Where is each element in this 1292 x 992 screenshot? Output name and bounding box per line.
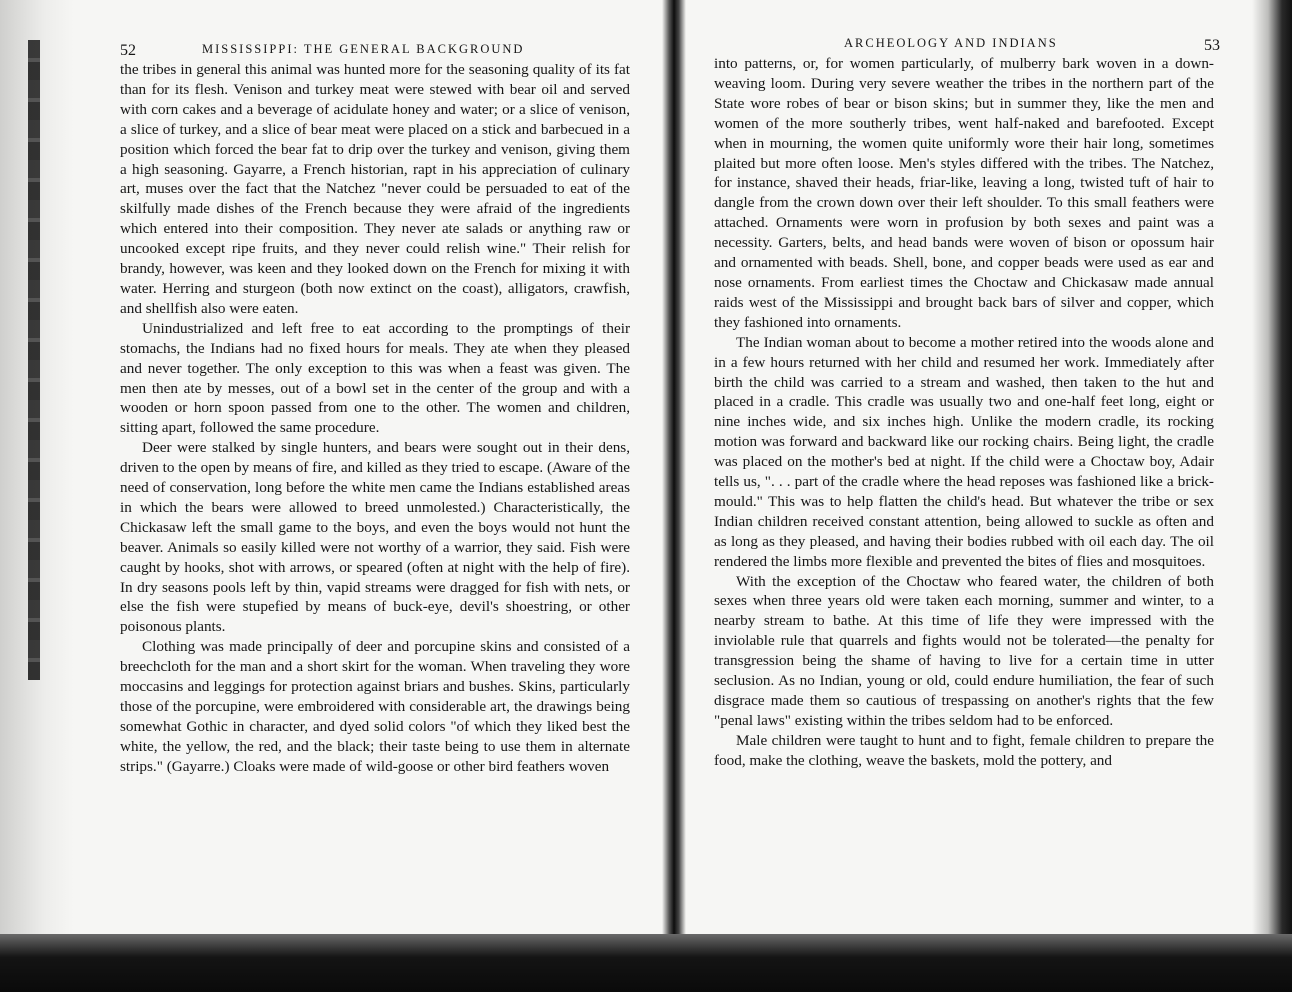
left-running-head [120,38,630,60]
right-paragraph-1: into patterns, or, for women particularly, of mulberry bark woven in a down-weaving loom. During very severe weather the tribes in the northern part of the State wore robes of bear or bison skins; but in summer they, like the men and women of the more southerly tribes, went half-naked and barefooted. Except when in mourning, the women quite uniformly wore their hair long, sometimes plaited but more often loose. Men's styles differed with the tribes. The Natchez, for instance, shaved their heads, friar-like, leaving a long, twisted tuft of hair to dangle from the crown down over their left shoulder. To this small feathers were attached. Ornaments were worn in profusion by both sexes and paint was a necessity. Garters, belts, and head bands were woven of bison or opossum hair and ornamented with beads. Shell, bone, and copper beads were used as ear and nose ornaments. From earliest times the Choctaw and Chickasaw made annual raids west of the Mississippi and brought back bars of silver and copper, which they fashioned into ornaments. [714,55,1214,331]
left-page-edge [0,0,74,992]
right-paragraph-4: Male children were taught to hunt and to fight, female children to prepare the food, make the clothing, weave the baskets, mold the pottery, and [714,731,1214,769]
binding-shadow [28,40,40,680]
left-paragraph-3: Deer were stalked by single hunters, and bears were sought out in their dens, driven to the open by means of fire, and killed as they tried to escape. (Aware of the need of conservation, long before the white men came the Indians established areas in which the bears were allowed to breed unmolested.) Characteristically, the Chickasaw left the small game to the boys, and even the boys would not hunt the beaver. Animals so easily killed were not worthy of a warrior, they said. Fish were caught by hooks, shot with arrows, or speared (often at night with the help of fire). In dry seasons pools left by thin, vapid streams were dragged for fish with nets, or else the fish were stupefied by means of buck-eye, devil's shoestring, or other poisonous plants. [120,439,630,636]
book-gutter [662,0,686,992]
left-page [120,38,630,777]
right-page [714,32,1220,771]
right-page-number: 53 [1204,37,1220,54]
left-paragraph-4: Clothing was made principally of deer and porcupine skins and consisted of a breechcloth for the man and a short skirt for the woman. When traveling they wore moccasins and leggings for protection against briars and bushes. Skins, particularly those of the porcupine, were embroidered with considerable art, the drawings being somewhat Gothic in character, and dyed solid colors "of which they liked best the white, the yellow, the red, and the black; their taste being to use them in alternate strips." (Gayarre.) Cloaks were made of wild-goose or other bird feathers woven [120,638,630,775]
right-running-title: ARCHEOLOGY AND INDIANS [844,36,1058,50]
right-paragraph-2: The Indian woman about to become a mother retired into the woods alone and in a few hours returned with her child and resumed her work. Immediately after birth the child was carried to a stream and washed, then taken to the hut and placed in a cradle. This cradle was usually two and one-half feet long, eight or nine inches wide, and six inches high. Unlike the modern cradle, its rocking motion was forward and backward like our rocking chairs. Being light, the cradle was placed on the mother's bed at night. If the child were a Choctaw boy, Adair tells us, ". . . part of the cradle where the head reposes was fashioned like a brick-mould." This was to help flatten the child's head. But whatever the tribe or sex Indian children received constant attention, being allowed to suckle as often and as long as they pleased, and having their bodies rubbed with oil each day. The oil rendered the limbs more flexible and prevented the bites of flies and mosquitoes. [714,333,1214,570]
right-paragraph-3: With the exception of the Choctaw who feared water, the children of both sexes when three years old were taken each morning, summer and winter, to a nearby stream to bathe. At this time of life they were impressed with the inviolable rule that quarrels and fights would not be tolerated—the penalty for transgression being the shame of having to live for a certain time in utter seclusion. As no Indian, young or old, could endure humiliation, the fear of such disgrace made them so cautious of trespassing on another's rights that the few "penal laws" existing within the tribes seldom had to be enforced. [714,572,1214,729]
left-paragraph-1: the tribes in general this animal was hunted more for the seasoning quality of its fat than for its flesh. Venison and turkey meat were stewed with bear oil and served with corn cakes and a beverage of acidulate honey and water; or a slice of venison, a slice of turkey, and a slice of bear meat were placed on a stick and barbecued in a position which forced the bear fat to drip over the turkey and venison, giving them a high seasoning. Gayarre, a French historian, rapt in his appreciation of culinary art, muses over the fact that the Natchez "never could be persuaded to eat of the skilfully made dishes of the French because they were afraid of the ingredients which entered into their composition. They never ate salads or anything raw or uncooked except ripe fruits, and they never could relish wine." Their relish for brandy, however, was keen and they looked down on the French for mixing it with water. Herring and sturgeon (both now extinct on the coast), alligators, crawfish, and shellfish also were eaten. [120,61,630,317]
left-page-number: 52 [120,42,136,59]
right-running-head [714,32,1220,54]
left-running-title: MISSISSIPPI: THE GENERAL BACKGROUND [202,42,525,56]
scan-bottom-border [0,934,1292,992]
right-page-edge [1252,0,1292,992]
left-paragraph-2: Unindustrialized and left free to eat according to the promptings of their stomachs, the Indians had no fixed hours for meals. They ate when they pleased and never together. The only exception to this was when a feast was given. The men then ate by messes, out of a bowl set in the center of the group and with a wooden or horn spoon passed from one to the other. The women and children, sitting apart, followed the same procedure. [120,319,630,437]
